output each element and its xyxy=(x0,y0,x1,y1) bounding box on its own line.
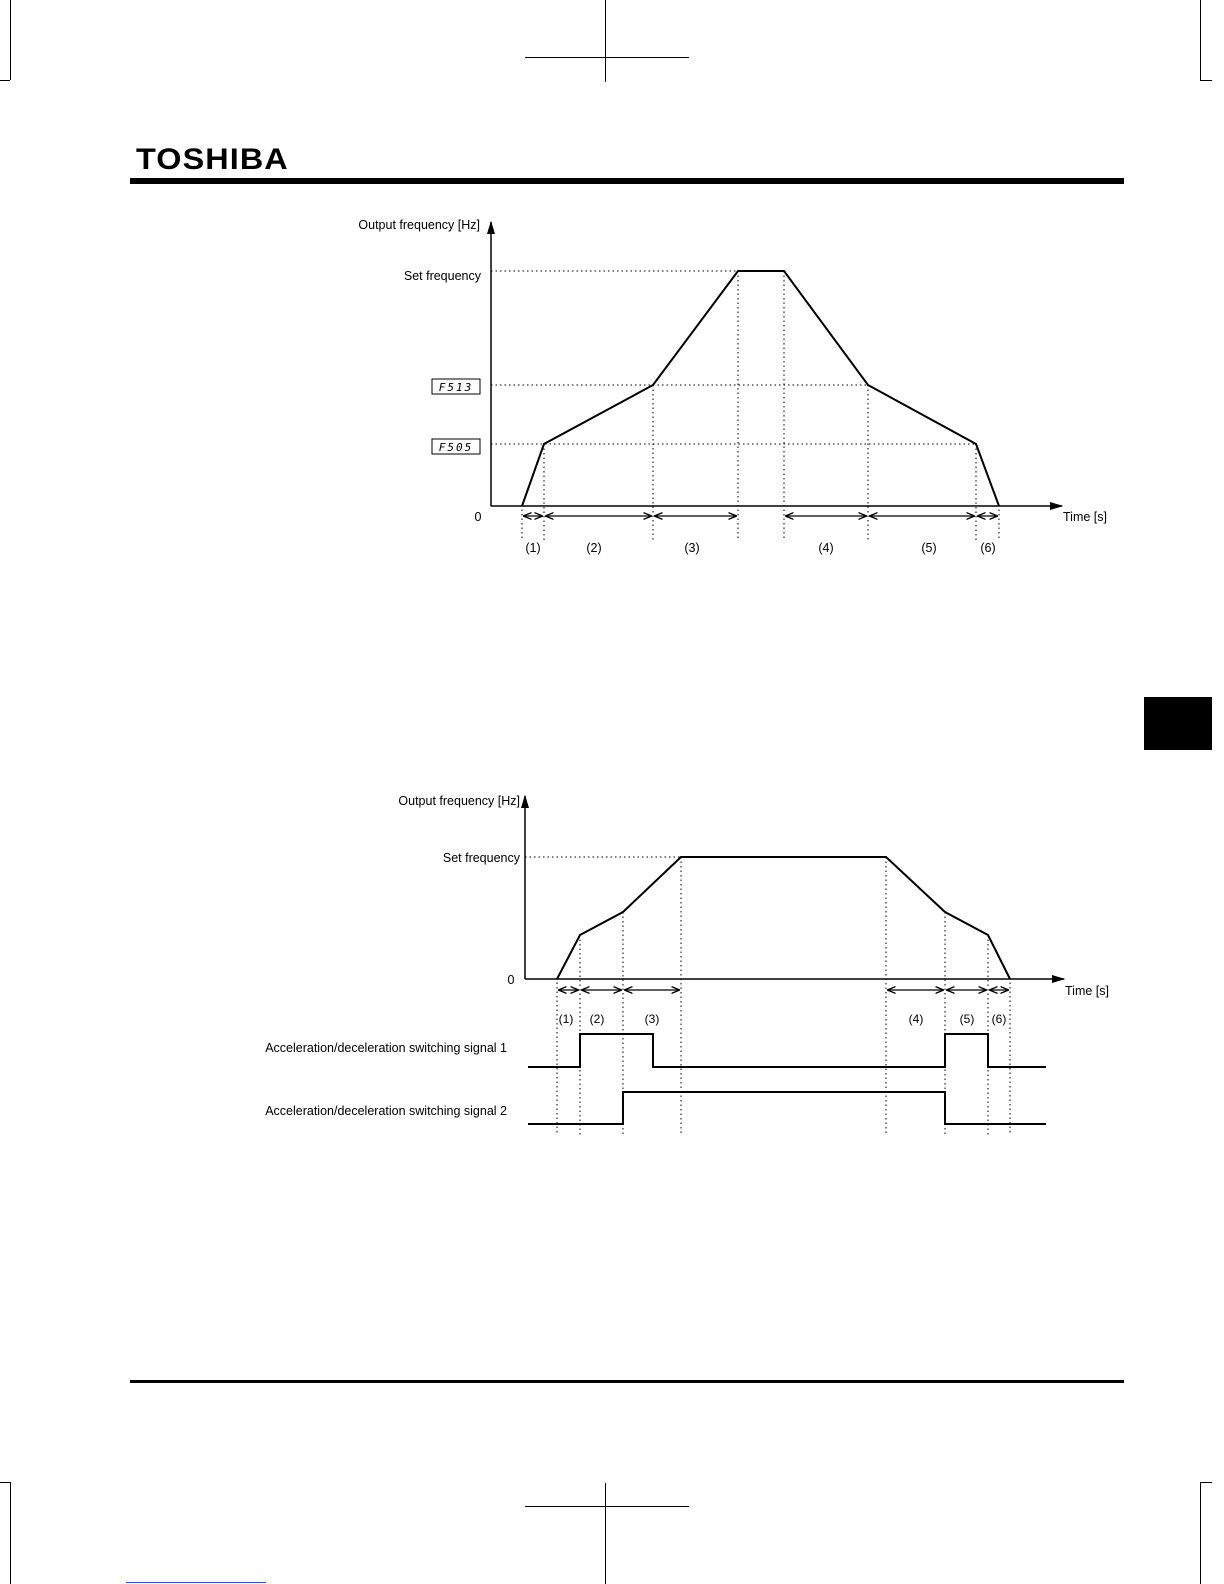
interval-label: (6) xyxy=(991,1012,1007,1026)
interval-label: (5) xyxy=(921,541,937,555)
interval-label: (5) xyxy=(959,1012,975,1026)
set-frequency-label: Set frequency xyxy=(442,851,520,865)
switching-signal-1-waveform xyxy=(528,1034,1046,1067)
diagram-2 xyxy=(265,794,1109,1135)
switching-signal-2-waveform xyxy=(528,1092,1046,1124)
interval-label: (4) xyxy=(818,541,834,555)
interval-label: (3) xyxy=(644,1012,660,1026)
parameter-f505: F505 xyxy=(438,441,474,454)
interval-label: (1) xyxy=(558,1012,574,1026)
diagram-1 xyxy=(358,218,1107,555)
set-frequency-label: Set frequency xyxy=(403,269,481,283)
x-axis-label: Time [s] xyxy=(1063,510,1107,524)
parameter-f513: F513 xyxy=(438,381,474,394)
interval-labels xyxy=(559,1012,1007,1026)
origin-label: 0 xyxy=(474,510,482,524)
frequency-curve xyxy=(522,271,999,506)
interval-label: (4) xyxy=(908,1012,924,1026)
interval-label: (3) xyxy=(684,541,700,555)
x-axis-label: Time [s] xyxy=(1065,984,1109,998)
y-axis-label: Output frequency [Hz] xyxy=(398,794,520,808)
interval-label: (2) xyxy=(589,1012,605,1026)
guide-lines xyxy=(525,857,1010,1135)
interval-label: (1) xyxy=(525,541,541,555)
y-axis-label: Output frequency [Hz] xyxy=(358,218,480,232)
interval-labels xyxy=(525,541,995,555)
switching-signal-1-label: Acceleration/deceleration switching signal 1 xyxy=(265,1041,507,1055)
switching-signal-2-label: Acceleration/deceleration switching signal 2 xyxy=(265,1104,507,1118)
brand-logo: TOSHIBA xyxy=(136,143,289,176)
interval-label: (6) xyxy=(980,541,996,555)
guide-lines xyxy=(491,271,999,540)
interval-label: (2) xyxy=(586,541,602,555)
origin-label: 0 xyxy=(507,973,515,987)
frequency-curve xyxy=(557,857,1010,979)
